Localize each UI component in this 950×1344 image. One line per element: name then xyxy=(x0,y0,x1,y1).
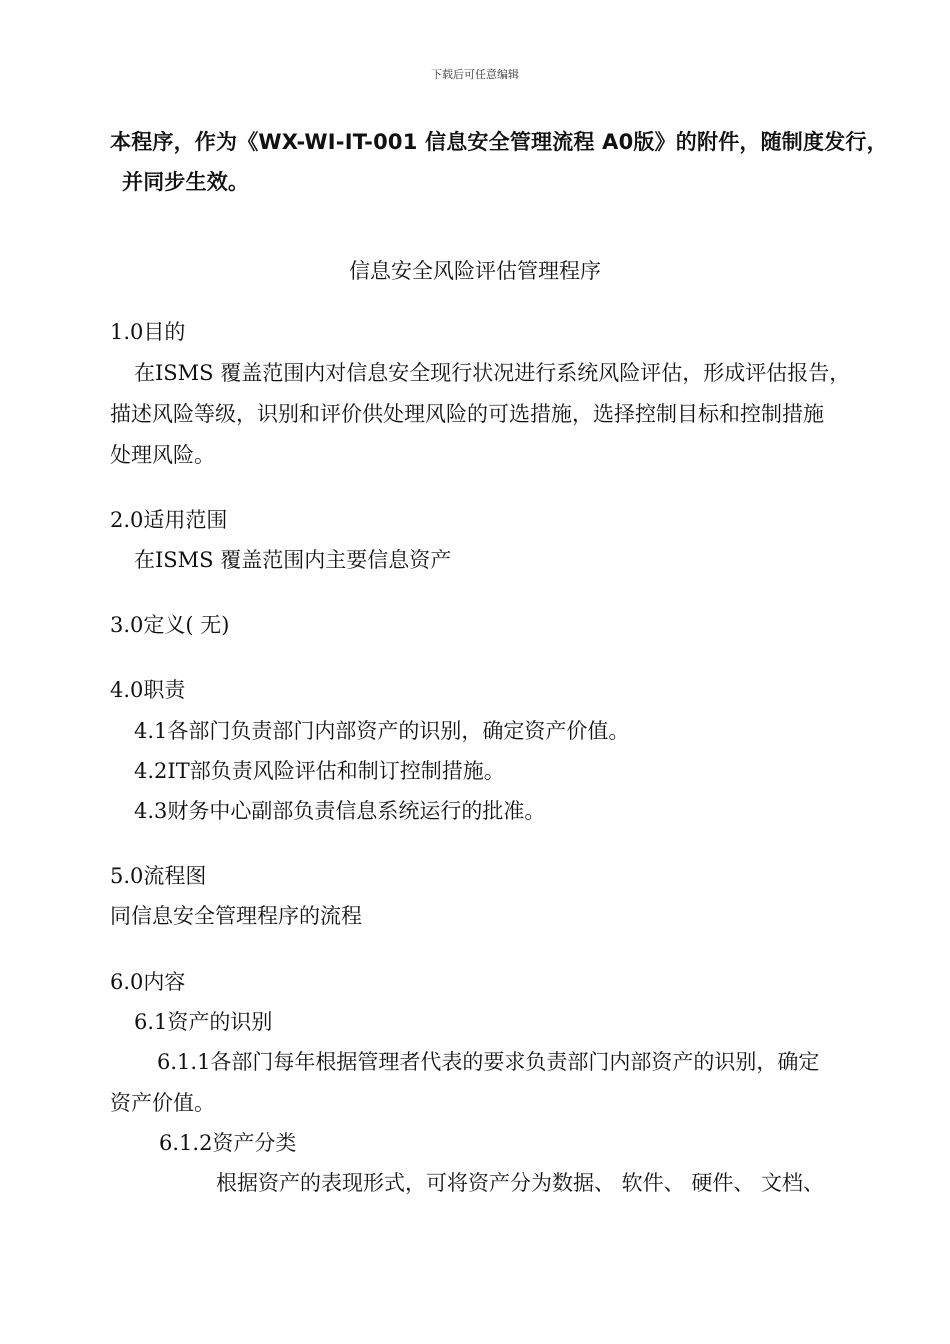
document-title: 信息安全风险评估管理程序 xyxy=(349,259,601,283)
section-6-1-1-text-line-2: 资产价值。 xyxy=(110,1091,215,1115)
section-6-1-1-text-line-1: 6.1.1各部门每年根据管理者代表的要求负责部门内部资产的识别，确定 xyxy=(157,1050,820,1074)
section-4-item-2: 4.2IT部负责风险评估和制订控制措施。 xyxy=(134,759,505,783)
section-5-heading: 5.0流程图 xyxy=(110,864,207,888)
notice-paragraph xyxy=(110,122,920,202)
section-3-heading: 3.0定义( 无) xyxy=(110,613,230,637)
section-4-item-3: 4.3财务中心副部负责信息系统运行的批准。 xyxy=(134,799,546,823)
section-1-heading: 1.0目的 xyxy=(110,320,186,344)
section-4-item-1: 4.1各部门负责部门内部资产的识别，确定资产价值。 xyxy=(134,719,630,743)
section-6-1-heading: 6.1资产的识别 xyxy=(134,1010,273,1034)
page-header: 下载后可任意编辑 xyxy=(431,68,519,81)
section-6-heading: 6.0内容 xyxy=(110,970,186,994)
section-1-text-line-3: 处理风险。 xyxy=(110,443,215,467)
notice-line-1: 本程序，作为《WX-WI-IT-001 信息安全管理流程 A0版》的附件，随制度发行， xyxy=(110,130,888,154)
section-1-text-line-2: 描述风险等级，识别和评价供处理风险的可选措施，选择控制目标和控制措施 xyxy=(110,402,824,426)
notice-line-2: 并同步生效。 xyxy=(122,170,250,194)
section-5-text: 同信息安全管理程序的流程 xyxy=(110,904,362,928)
section-6-1-2-heading: 6.1.2资产分类 xyxy=(159,1131,297,1155)
section-2-text: 在ISMS 覆盖范围内主要信息资产 xyxy=(134,548,452,572)
section-2-heading: 2.0适用范围 xyxy=(110,508,228,532)
section-4-heading: 4.0职责 xyxy=(110,678,186,702)
section-1-text-line-1: 在ISMS 覆盖范围内对信息安全现行状况进行系统风险评估，形成评估报告， xyxy=(134,361,851,385)
section-6-1-2-text: 根据资产的表现形式，可将资产分为数据、 软件、 硬件、 文档、 xyxy=(216,1171,825,1195)
